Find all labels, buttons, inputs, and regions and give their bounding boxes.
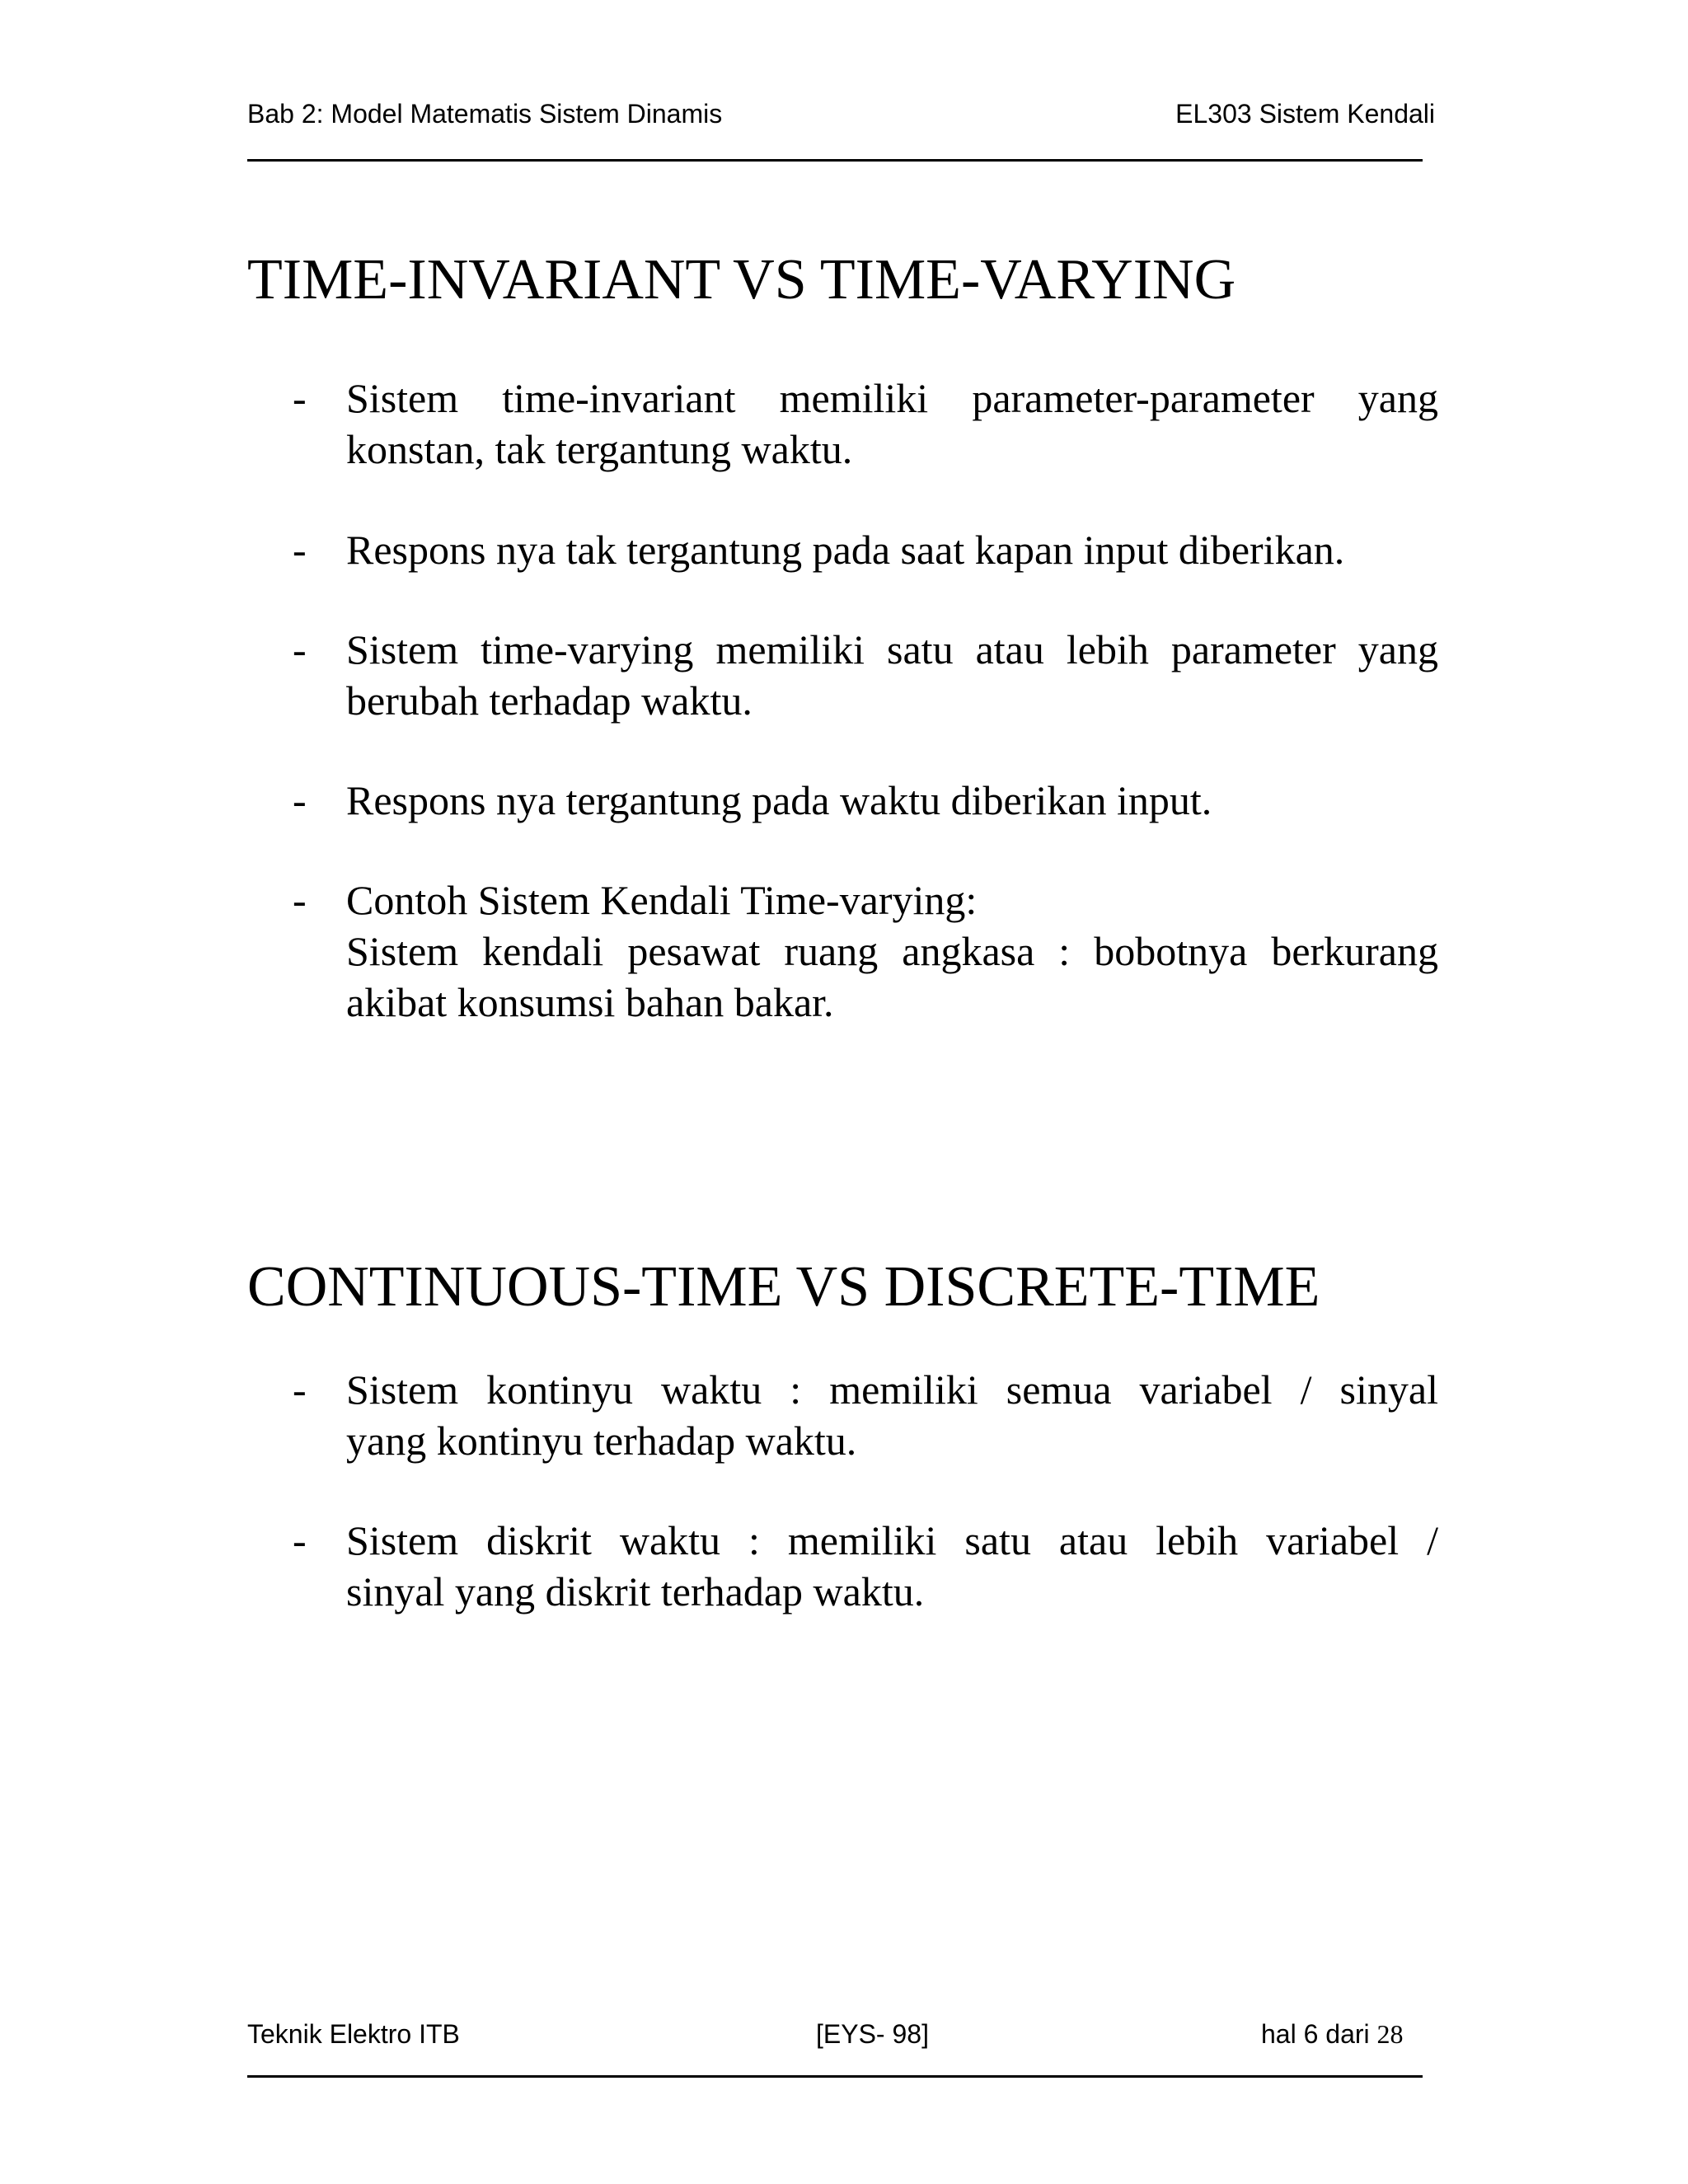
text-line: Contoh Sistem Kendali Time-varying: [346, 877, 978, 923]
header-chapter-title: Bab 2: Model Matematis Sistem Dinamis [247, 99, 723, 129]
text-line: Respons nya tak tergantung pada saat kapan input diberikan. [346, 527, 1345, 573]
list-item-text [346, 624, 1438, 726]
list-item-text [346, 524, 1438, 575]
list-item-text [346, 874, 1438, 1028]
footer-institution: Teknik Elektro ITB [247, 2019, 460, 2049]
list-item [293, 1515, 1438, 1617]
page-label: hal 6 dari [1261, 2019, 1370, 2049]
list-item [293, 775, 1438, 826]
text-line: konstan, tak tergantung waktu. [346, 426, 853, 472]
footer-page-number [1261, 2018, 1404, 2050]
list-item-text [346, 373, 1438, 475]
text-line: sinyal yang diskrit terhadap waktu. [346, 1568, 925, 1615]
list-item-text [346, 1515, 1438, 1617]
bullet-dash: - [293, 527, 307, 573]
footer-divider [247, 2075, 1423, 2078]
list-item [293, 624, 1438, 726]
text-line: Respons nya tergantung pada waktu diberikan input. [346, 777, 1212, 823]
list-item [293, 874, 1438, 1028]
list-item-text [346, 1364, 1438, 1466]
text-line: Sistem time-varying memiliki satu atau lebih parameter yang [346, 626, 1438, 673]
text-line: berubah terhadap waktu. [346, 677, 753, 724]
bullet-dash: - [293, 1366, 307, 1413]
text-line: Sistem kendali pesawat ruang angkasa : bobotnya berkurang [346, 928, 1438, 974]
bullet-dash: - [293, 375, 307, 421]
footer-code: [EYS- 98] [816, 2019, 929, 2049]
list-item-text [346, 775, 1438, 826]
text-line: yang kontinyu terhadap waktu. [346, 1418, 857, 1464]
list-item [293, 1364, 1438, 1466]
bullet-dash: - [293, 877, 307, 923]
section-title-time-invariant: TIME-INVARIANT VS TIME-VARYING [247, 248, 1236, 312]
bullet-dash: - [293, 626, 307, 673]
header-divider [247, 159, 1423, 162]
page-total: 28 [1376, 2019, 1404, 2049]
bullet-dash: - [293, 1517, 307, 1563]
text-line: Sistem diskrit waktu : memiliki satu atau lebih variabel / [346, 1517, 1438, 1563]
text-line: Sistem time-invariant memiliki parameter-parameter yang [346, 375, 1438, 421]
list-item [293, 373, 1438, 475]
text-line: Sistem kontinyu waktu : memiliki semua variabel / sinyal [346, 1366, 1438, 1413]
text-line: akibat konsumsi bahan bakar. [346, 979, 834, 1025]
header-course-title: EL303 Sistem Kendali [1175, 99, 1435, 129]
list-item [293, 524, 1438, 575]
section-title-continuous-time: CONTINUOUS-TIME VS DISCRETE-TIME [247, 1255, 1320, 1319]
bullet-dash: - [293, 777, 307, 823]
